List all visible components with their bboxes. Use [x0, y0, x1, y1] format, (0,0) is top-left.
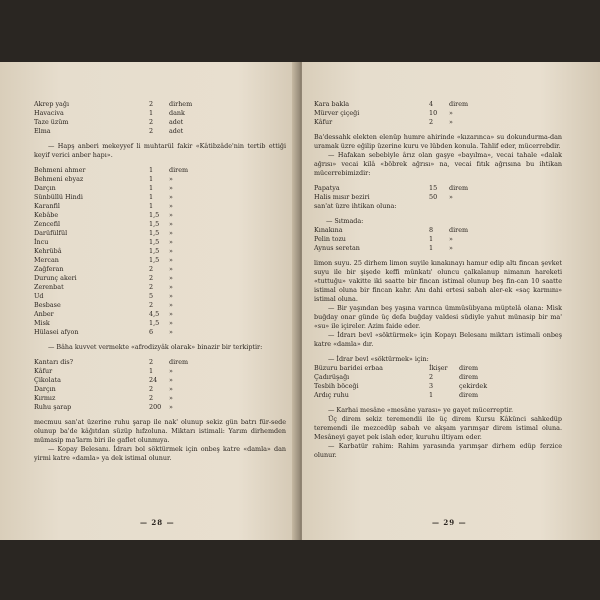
ingredient-row: [34, 193, 286, 202]
ingredient-unit: »: [169, 184, 173, 192]
ingredient-unit: çekirdek: [459, 382, 488, 390]
ingredient-unit: »: [169, 376, 173, 384]
right-page: [302, 62, 600, 540]
ingredient-qty: 1: [149, 184, 154, 192]
ingredient-row: [34, 319, 286, 328]
ingredient-unit: »: [169, 328, 173, 336]
ingredient-name: Misk: [34, 319, 50, 327]
ingredient-row: [34, 184, 286, 193]
ingredient-qty: 24: [149, 376, 158, 384]
ingredient-name: Behmeni ahmer: [34, 166, 86, 174]
ingredient-name: Pelin tozu: [314, 235, 346, 243]
ingredient-unit: »: [169, 292, 173, 300]
ingredient-qty: 50: [429, 193, 438, 201]
ingredient-row: [34, 175, 286, 184]
ingredient-name: Darçın: [34, 385, 56, 393]
ingredient-name: Taze üzüm: [34, 118, 69, 126]
ingredient-unit: »: [169, 385, 173, 393]
ingredient-qty: 3: [429, 382, 434, 390]
ingredient-row: [34, 394, 286, 403]
ingredient-name: Ud: [34, 292, 44, 300]
ingredient-qty: 10: [429, 109, 438, 117]
ingredient-row: [314, 193, 562, 202]
ingredient-name: Hülasei afyon: [34, 328, 79, 336]
ingredient-qty: 1: [149, 193, 154, 201]
ingredient-qty: 1,5: [149, 238, 160, 246]
ingredient-name: Mürver çiçeği: [314, 109, 360, 117]
ingredient-qty: 5: [149, 292, 154, 300]
ingredient-row: [34, 274, 286, 283]
ingredient-unit: »: [169, 403, 173, 411]
left-page-content: [34, 100, 286, 463]
ingredient-qty: 8: [429, 226, 434, 234]
ingredient-row: [34, 265, 286, 274]
ingredient-unit: direm: [459, 364, 479, 372]
paragraph: — Karbatür rahim: Rahim yarasında yarımşar dirhem edüp ferzice olunur.: [314, 442, 562, 459]
ingredient-unit: »: [449, 193, 453, 201]
ingredient-unit: direm: [459, 373, 479, 381]
ingredient-qty: 2: [149, 385, 154, 393]
ingredient-unit: direm: [169, 358, 189, 366]
ingredient-unit: »: [169, 193, 173, 201]
paragraph: — Bir yaşından beş yaşına varınca ümmüsübyana müptelâ olana: Misk buğday onar günde üç defa buğday valdesi südiyle yahut münasip bir ma' «su» ile içireler. Azim faide eder.: [314, 304, 562, 330]
ingredient-unit: adet: [169, 127, 184, 135]
paragraph: mecmuu san'at üzerine ruhu şarap ile nak' olunup sekiz gün batrı für-sede olunup ba'de kâğıtdan süzüp hıfzoluna. Miktarı istimali: Yarım dirhemden mümasip ma'larm biri ile gaflet olunmıya.: [34, 418, 286, 444]
paragraph: — Karhai mesâne «mesâne yarası» ye gayet mücerreptir.: [328, 406, 514, 414]
ingredient-qty: 200: [149, 403, 162, 411]
ingredient-qty: 1,5: [149, 229, 160, 237]
ingredient-name: İncu: [34, 238, 49, 246]
ingredient-qty: 2: [149, 127, 154, 135]
ingredient-row: [314, 109, 562, 118]
ingredient-qty: 2: [149, 283, 154, 291]
ingredient-name: Kebâbe: [34, 211, 59, 219]
ingredient-list: [314, 184, 562, 202]
ingredient-unit: »: [169, 367, 173, 375]
ingredient-row: [34, 118, 286, 127]
ingredient-qty: 1,5: [149, 211, 160, 219]
ingredient-qty: 1,5: [149, 247, 160, 255]
ingredient-row: [34, 229, 286, 238]
ingredient-row: [314, 184, 562, 193]
ingredient-unit: »: [169, 220, 173, 228]
ingredient-row: [34, 256, 286, 265]
paragraph: — Bâha kuvvet vermekte «afrodizyâk olarak» binazir bir terkiptir:: [48, 343, 263, 351]
ingredient-name: Halis mısır beziri: [314, 193, 370, 201]
ingredient-name: Besbase: [34, 301, 61, 309]
ingredient-qty: 1: [149, 367, 154, 375]
ingredient-unit: »: [169, 283, 173, 291]
ingredient-qty: 1: [429, 235, 434, 243]
ingredient-row: [34, 376, 286, 385]
ingredient-list: [34, 100, 286, 136]
ingredient-qty: 2: [149, 265, 154, 273]
ingredient-row: [34, 367, 286, 376]
ingredient-unit: »: [169, 256, 173, 264]
ingredient-qty: İkişer: [429, 364, 448, 372]
ingredient-list: [314, 226, 562, 253]
ingredient-unit: direm: [169, 166, 189, 174]
ingredient-row: [34, 385, 286, 394]
ingredient-name: Kantarı dis?: [34, 358, 74, 366]
ingredient-list: [314, 364, 562, 400]
ingredient-name: Kınakına: [314, 226, 343, 234]
right-page-content: [314, 100, 562, 460]
ingredient-name: Havaciva: [34, 109, 64, 117]
paragraph: Üç direm sekiz teremendii ile üç direm Kursu Kâkünci sahkedüp teremendi ile mezcedüp sabah ve akşam yarımşar direm istimal oluna. Mesâneyi gayet pek islah eder, kuruhu iltiyam eder.: [314, 415, 562, 441]
ingredient-qty: 1: [149, 109, 154, 117]
ingredient-name: Büzuru baridei erbaa: [314, 364, 383, 372]
ingredient-unit: direm: [449, 100, 469, 108]
ingredient-unit: »: [169, 394, 173, 402]
ingredient-row: [34, 202, 286, 211]
ingredient-row: [314, 118, 562, 127]
ingredient-name: Ardıç ruhu: [314, 391, 349, 399]
ingredient-qty: 4,5: [149, 310, 160, 318]
ingredient-qty: 6: [149, 328, 154, 336]
ingredient-unit: »: [169, 229, 173, 237]
ingredient-qty: 1,5: [149, 256, 160, 264]
ingredient-qty: 15: [429, 184, 438, 192]
ingredient-name: Kehrübâ: [34, 247, 62, 255]
section-heading: — Sıtmada:: [326, 217, 364, 225]
ingredient-name: Kâfur: [314, 118, 333, 126]
ingredient-qty: 2: [429, 373, 434, 381]
ingredient-qty: 2: [149, 100, 154, 108]
paragraph: san'at üzre ihtikan oluna:: [314, 202, 397, 210]
ingredient-row: [314, 364, 562, 373]
left-page: [0, 62, 298, 540]
ingredient-unit: »: [169, 211, 173, 219]
ingredient-row: [314, 235, 562, 244]
ingredient-row: [34, 301, 286, 310]
ingredient-row: [314, 373, 562, 382]
ingredient-row: [34, 403, 286, 412]
ingredient-unit: dirhem: [169, 100, 193, 108]
ingredient-qty: 1,5: [149, 319, 160, 327]
ingredient-qty: 1: [149, 166, 154, 174]
ingredient-qty: 2: [149, 118, 154, 126]
page-number: — 28 —: [140, 518, 175, 527]
page-number: — 29 —: [432, 518, 467, 527]
ingredient-list: [314, 100, 562, 127]
ingredient-unit: »: [169, 310, 173, 318]
ingredient-row: [34, 100, 286, 109]
ingredient-row: [34, 211, 286, 220]
ingredient-name: Zağferan: [34, 265, 64, 273]
ingredient-name: Kırmız: [34, 394, 56, 402]
ingredient-name: Behmeni ebyaz: [34, 175, 84, 183]
ingredient-row: [34, 238, 286, 247]
paragraph: — Hafakan sebebiyle ârız olan gaşye «bayılma», vecai tahale «dalak ağrısı» vecai kilâ «böbrek ağrısı» na, vecai fıtık ağrısına bu ihtikan mücerrebimizdir:: [314, 151, 562, 177]
ingredient-row: [34, 310, 286, 319]
ingredient-unit: »: [169, 238, 173, 246]
ingredient-name: Darüfülfül: [34, 229, 68, 237]
paragraph: — İdrar bevl «söktürmek» için:: [328, 355, 429, 363]
ingredient-qty: 1: [429, 244, 434, 252]
ingredient-unit: »: [449, 109, 453, 117]
ingredient-name: Çadırüşağı: [314, 373, 350, 381]
ingredient-name: Elma: [34, 127, 51, 135]
ingredient-name: Çikolata: [34, 376, 61, 384]
paragraph: — İdrarı bevl «söktürmek» için Kopayı Belesanı miktarı istimali onbeş katre «damla» dır.: [314, 331, 562, 348]
ingredient-row: [34, 328, 286, 337]
ingredient-unit: direm: [449, 184, 469, 192]
ingredient-unit: »: [449, 235, 453, 243]
ingredient-row: [314, 382, 562, 391]
ingredient-name: Zerenbat: [34, 283, 64, 291]
ingredient-name: Kara bakla: [314, 100, 350, 108]
ingredient-name: Kâfur: [34, 367, 53, 375]
ingredient-unit: »: [169, 319, 173, 327]
ingredient-unit: »: [169, 175, 173, 183]
ingredient-qty: 4: [429, 100, 434, 108]
ingredient-unit: »: [449, 118, 453, 126]
ingredient-unit: adet: [169, 118, 184, 126]
ingredient-qty: 2: [149, 394, 154, 402]
ingredient-row: [34, 283, 286, 292]
ingredient-unit: dank: [169, 109, 185, 117]
ingredient-name: Aynus seretan: [314, 244, 360, 252]
ingredient-unit: »: [449, 244, 453, 252]
ingredient-qty: 2: [149, 301, 154, 309]
ingredient-name: Karanfil: [34, 202, 60, 210]
ingredient-qty: 1: [149, 202, 154, 210]
ingredient-name: Ruhu şarap: [34, 403, 72, 411]
ingredient-unit: direm: [459, 391, 479, 399]
ingredient-unit: »: [169, 301, 173, 309]
ingredient-row: [34, 358, 286, 367]
ingredient-name: Tesbih böceği: [314, 382, 359, 390]
ingredient-name: Darçın: [34, 184, 56, 192]
ingredient-qty: 2: [149, 274, 154, 282]
ingredient-row: [314, 100, 562, 109]
ingredient-row: [34, 292, 286, 301]
ingredient-row: [314, 226, 562, 235]
ingredient-name: Mercan: [34, 256, 59, 264]
paragraph: limon suyu. 25 dirhem limon suyile kınakınayı hamur edip altı fincan şevket suyu ile bir şişede keffi münkatı' oluncu çalkalanup nimanın hareketi «tuttuğu» vakitte iki saatte bir fincan istimal olunup beş fin-can 10 saatte istimal oluna bir fincan kahr. Anı dahi ertesi sabah aler-ek «saç karmını» istimal oluna.: [314, 259, 562, 303]
ingredient-unit: direm: [449, 226, 469, 234]
ingredient-row: [34, 220, 286, 229]
ingredient-unit: »: [169, 202, 173, 210]
ingredient-name: Zencefil: [34, 220, 61, 228]
ingredient-name: Papatya: [314, 184, 340, 192]
ingredient-name: Akrep yağı: [34, 100, 70, 108]
ingredient-list: [34, 358, 286, 412]
paragraph: — Hapş anberi mekeyyef li muhtarül fakir «Kâtibzâde'nin tertib ettiği keyif verici anber hapı».: [34, 142, 286, 159]
ingredient-unit: »: [169, 274, 173, 282]
ingredient-unit: »: [169, 265, 173, 273]
ingredient-name: Durunç akeri: [34, 274, 77, 282]
book-spread: [0, 62, 600, 540]
ingredient-row: [34, 127, 286, 136]
paragraph: — Kopay Belesanı. İdrarı bol söktürmek için onbeş katre «damla» dan yirmi katre «damla» ya dek istimal olunur.: [34, 445, 286, 462]
ingredient-row: [314, 391, 562, 400]
ingredient-qty: 1: [149, 175, 154, 183]
ingredient-qty: 1: [429, 391, 434, 399]
ingredient-name: Anber: [34, 310, 54, 318]
ingredient-qty: 1,5: [149, 220, 160, 228]
ingredient-row: [314, 244, 562, 253]
paragraph: Ba'dessahk elekten elenüp humre ahirinde «kızarınca» su dokundurma-dan uramak üzre eğilip üzerine kuru ve lübden konula. Tahlif eder, mücerrebdir.: [314, 133, 562, 150]
ingredient-row: [34, 166, 286, 175]
ingredient-name: Sünbüllü Hindi: [34, 193, 83, 201]
ingredient-unit: »: [169, 247, 173, 255]
ingredient-row: [34, 247, 286, 256]
ingredient-row: [34, 109, 286, 118]
ingredient-qty: 2: [429, 118, 434, 126]
ingredient-list: [34, 166, 286, 337]
ingredient-qty: 2: [149, 358, 154, 366]
